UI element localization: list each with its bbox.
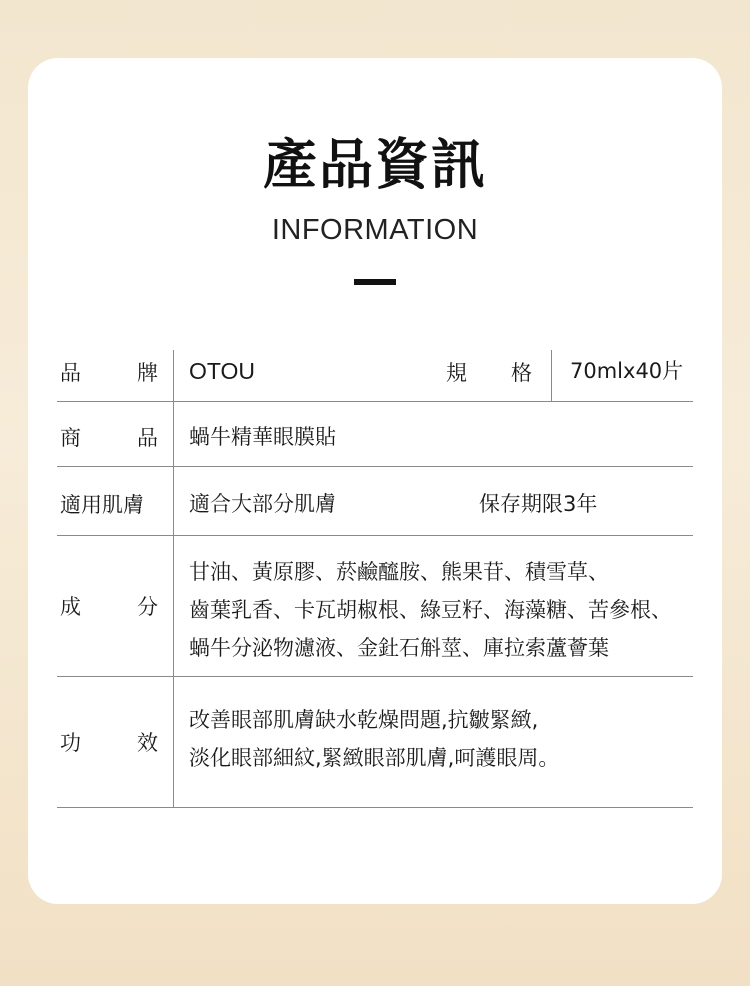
ingredients-label: 成 分 — [60, 595, 158, 619]
skin-type-value: 適合大部分肌膚 — [189, 492, 336, 516]
spec-column-divider — [551, 350, 552, 402]
table-row-divider — [57, 807, 693, 808]
brand-label: 品 牌 — [60, 361, 158, 385]
effect-line: 淡化眼部細紋,緊緻眼部肌膚,呵護眼周。 — [189, 746, 560, 770]
page-title: 產品資訊 — [263, 133, 487, 196]
product-value: 蝸牛精華眼膜貼 — [189, 425, 336, 449]
brand-value: OTOU — [189, 358, 256, 384]
table-column-divider — [173, 350, 174, 808]
page-subtitle: INFORMATION — [271, 214, 479, 246]
ingredients-line: 甘油、黃原膠、菸鹼醯胺、熊果苷、積雪草、 — [189, 560, 609, 584]
table-row-divider — [57, 466, 693, 467]
ingredients-line: 蝸牛分泌物濾液、金釷石斛莖、庫拉索蘆薈葉 — [189, 636, 609, 660]
effect-value — [189, 701, 559, 777]
skin-type-label: 適用肌膚 — [60, 493, 144, 517]
ingredients-line: 齒葉乳香、卡瓦胡椒根、綠豆籽、海藻糖、苦參根、 — [189, 598, 672, 622]
product-label: 商 品 — [60, 426, 158, 450]
effect-label: 功 效 — [60, 731, 158, 755]
table-row-divider — [57, 535, 693, 536]
storage-period: 保存期限3年 — [479, 492, 598, 516]
ingredients-value — [189, 553, 672, 667]
spec-label: 規 格 — [446, 361, 532, 385]
table-row-divider — [57, 676, 693, 677]
title-divider-bar — [354, 279, 396, 285]
effect-line: 改善眼部肌膚缺水乾燥問題,抗皺緊緻, — [189, 708, 539, 732]
table-row-divider — [57, 401, 693, 402]
spec-value: 70mlx40片 — [570, 359, 684, 383]
